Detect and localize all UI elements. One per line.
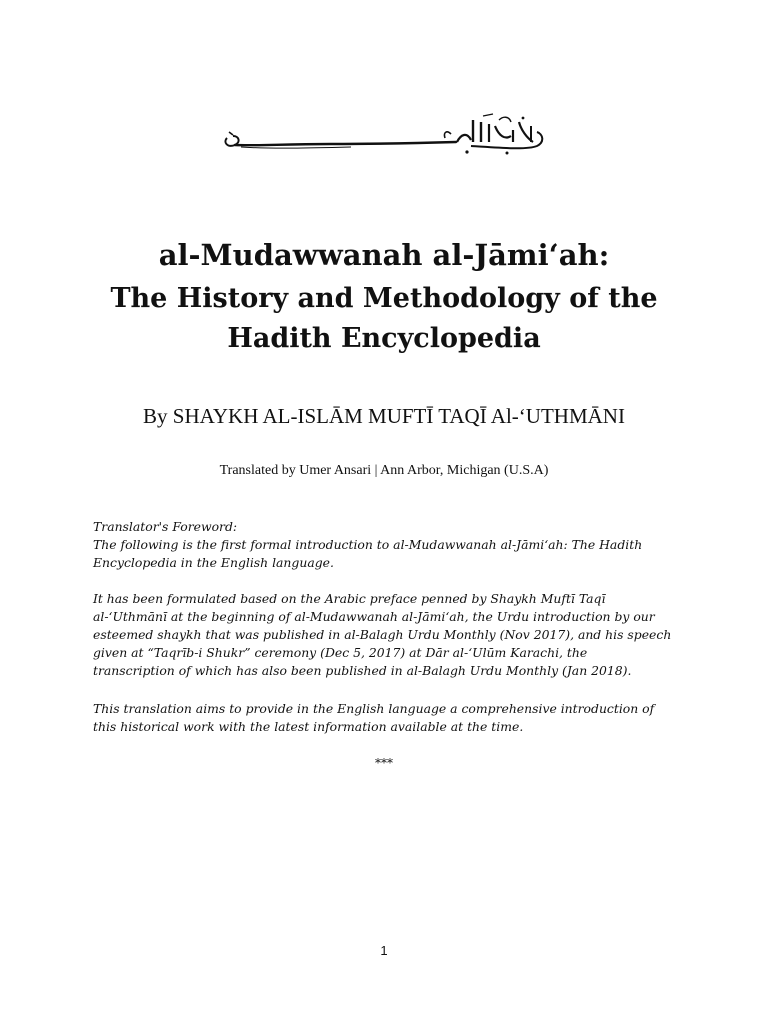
foreword-paragraph-3: [93, 700, 683, 736]
foreword-line: esteemed shaykh that was published in al-Balagh Urdu Monthly (Nov 2017), and his speech: [93, 627, 672, 642]
section-separator: ***: [375, 756, 393, 770]
foreword-paragraph-1: [93, 518, 683, 572]
foreword-line: The following is the first formal introduction to al-Mudawwanah al-Jāmi‘ah: The Hadith: [93, 537, 643, 552]
foreword-line: Encyclopedia in the English language.: [93, 555, 334, 570]
foreword-line: This translation aims to provide in the English language a comprehensive introduction of: [93, 701, 655, 716]
author-line: By SHAYKH AL-ISLĀM MUFTĪ TAQĪ Al-‘UTHMĀNI: [143, 404, 625, 428]
foreword-line: this historical work with the latest information available at the time.: [93, 719, 524, 734]
foreword-line: transcription of which has also been published in al-Balagh Urdu Monthly (Jan 2018).: [93, 663, 632, 678]
foreword-heading: Translator's Foreword:: [93, 519, 238, 534]
page-number: 1: [380, 943, 388, 958]
document-title-line-1: al-Mudawwanah al-Jāmi‘ah:: [158, 238, 610, 272]
document-title-line-3: Hadith Encyclopedia: [227, 323, 541, 354]
document-title-line-2: The History and Methodology of the: [110, 283, 658, 314]
foreword-line: It has been formulated based on the Arabic preface penned by Shaykh Muftī Taqī: [93, 591, 606, 606]
foreword-line: al-‘Uthmānī at the beginning of al-Mudawwanah al-Jāmi‘ah, the Urdu introduction by our: [93, 609, 655, 624]
foreword-line: given at “Taqrīb-i Shukr” ceremony (Dec 5, 2017) at Dār al-‘Ulūm Karachi, the: [93, 645, 588, 660]
basmala-calligraphy-icon: [221, 112, 549, 160]
foreword-paragraph-2: [93, 590, 683, 680]
translator-credit: Translated by Umer Ansari | Ann Arbor, Michigan (U.S.A): [219, 463, 549, 478]
